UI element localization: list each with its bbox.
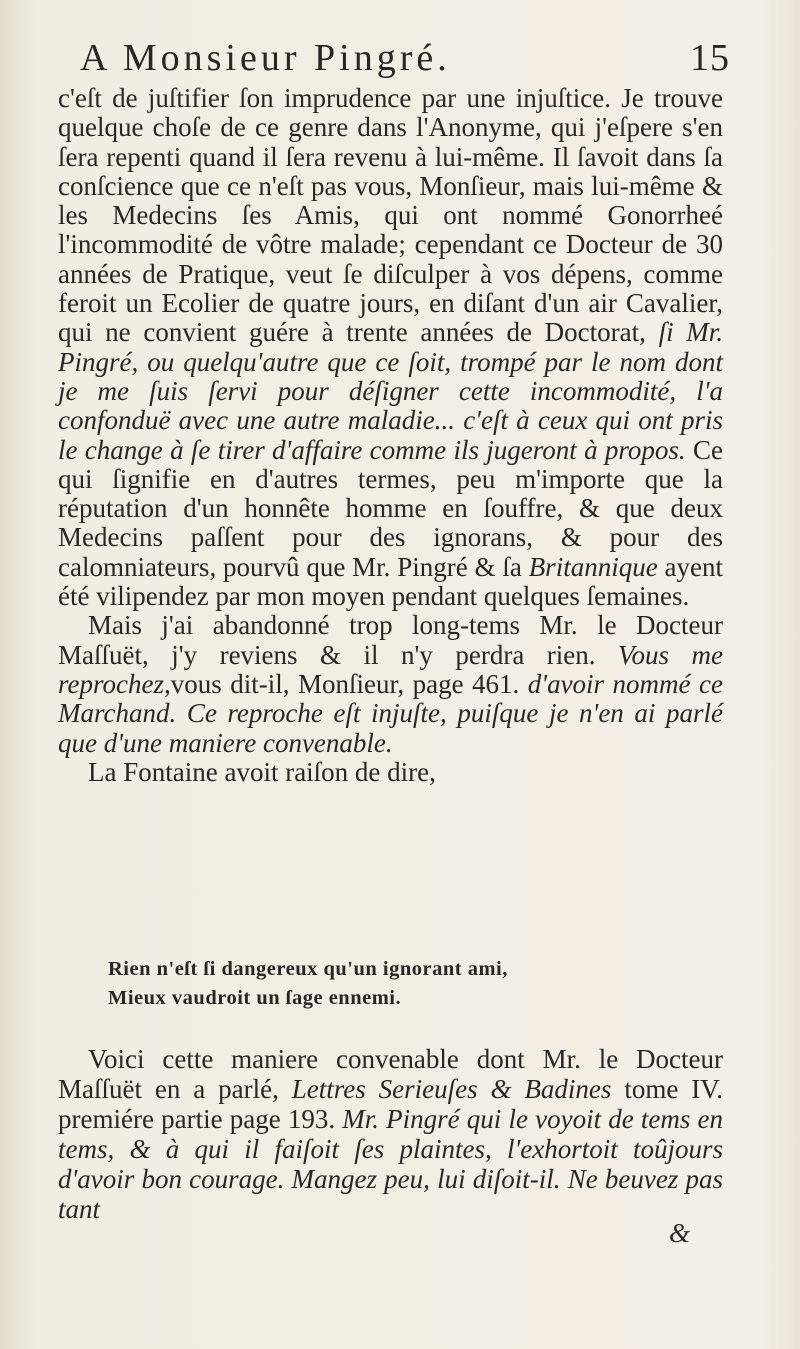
italic-quotation: Lettres Serieuſes & Badines xyxy=(291,1074,612,1104)
main-text-continued xyxy=(58,1044,723,1224)
paragraph xyxy=(58,84,723,611)
paragraph xyxy=(58,1044,723,1224)
text-run: ,vous dit-il, Monſieur, page 461. xyxy=(163,668,528,699)
text-run: Mais j'ai abandonné trop long-tems Mr. le Docteur Maſſuët, j'y reviens & il n'y perdra rien. xyxy=(58,610,723,670)
text-run: Voici cette maniere convenable dont Mr. le Docteur Maſſuët en a parlé, xyxy=(58,1044,723,1104)
text-run: Ce qui ſignifie en d'autres termes, peu m'importe que la réputation d'un honnête homme en ſouffre, & que deux Medecins paſſent pour des ignorans, & pour des calomniateurs, pourvû que Mr. Pingré & ſa xyxy=(58,434,724,582)
verse-line: Rien n'eſt ſi dangereux qu'un ignorant ami, xyxy=(108,958,508,980)
italic-quotation: ſi Mr. Pingré, ou quelqu'autre que ce ſoit, trompé par le nom dont je me ſuis ſervi pour déſigner cette incommodité, l'a confonduë avec une autre maladie... c'eſt à ceux qui ont pris le change à ſe tirer d'affaire comme ils jugeront à propos. xyxy=(58,317,723,465)
italic-quotation: Mr. Pingré qui le voyoit de tems en tems, & à qui il faiſoit ſes plaintes, l'exhortoit toûjours d'avoir bon courage. Mangez peu, lui diſoit-il. Ne beuvez pas tant xyxy=(58,1104,723,1224)
verse-line: Mieux vaudroit un ſage ennemi. xyxy=(108,987,402,1009)
italic-quotation: d'avoir nommé ce Marchand. Ce reproche eſt injuſte, puiſque je n'en ai parlé que d'une maniere convenable. xyxy=(58,668,723,758)
running-title: A Monsieur Pingré. xyxy=(80,37,451,79)
page-number: 15 xyxy=(690,37,730,79)
paragraph xyxy=(58,758,723,787)
catchword: & xyxy=(668,1218,690,1248)
text-run: tome IV. premiére partie page 193. xyxy=(58,1074,723,1134)
paragraph xyxy=(58,611,723,757)
italic-quotation: Vous me reprochez xyxy=(58,639,723,699)
verse-quotation xyxy=(108,955,708,1013)
italic-quotation: Britannique xyxy=(528,551,658,582)
text-run: La Fontaine avoit raiſon de dire, xyxy=(88,756,436,787)
text-run: ayent été vilipendez par mon moyen pendant quelques ſemaines. xyxy=(58,551,723,612)
main-text xyxy=(58,84,723,787)
running-header xyxy=(80,36,730,86)
text-run: c'eſt de juſtifier ſon imprudence par une injuſtice. Je trouve quelque choſe de ce genre dans l'Anonyme, qui j'eſpere s'en ſera repenti quand il ſera revenu à lui-même. Il ſavoit dans ſa conſcience que ce n'eſt pas vous, Monſieur, mais lui-même & les Medecins ſes Amis, qui ont nommé Gonorrheé l'incommodité de vôtre malade; cependant ce Docteur de 30 années de Pratique, veut ſe diſculper à vos dépens, comme feroit un Ecolier de quatre jours, en diſant d'un air Cavalier, qui ne convient guére à trente années de Doctorat, xyxy=(58,83,723,348)
